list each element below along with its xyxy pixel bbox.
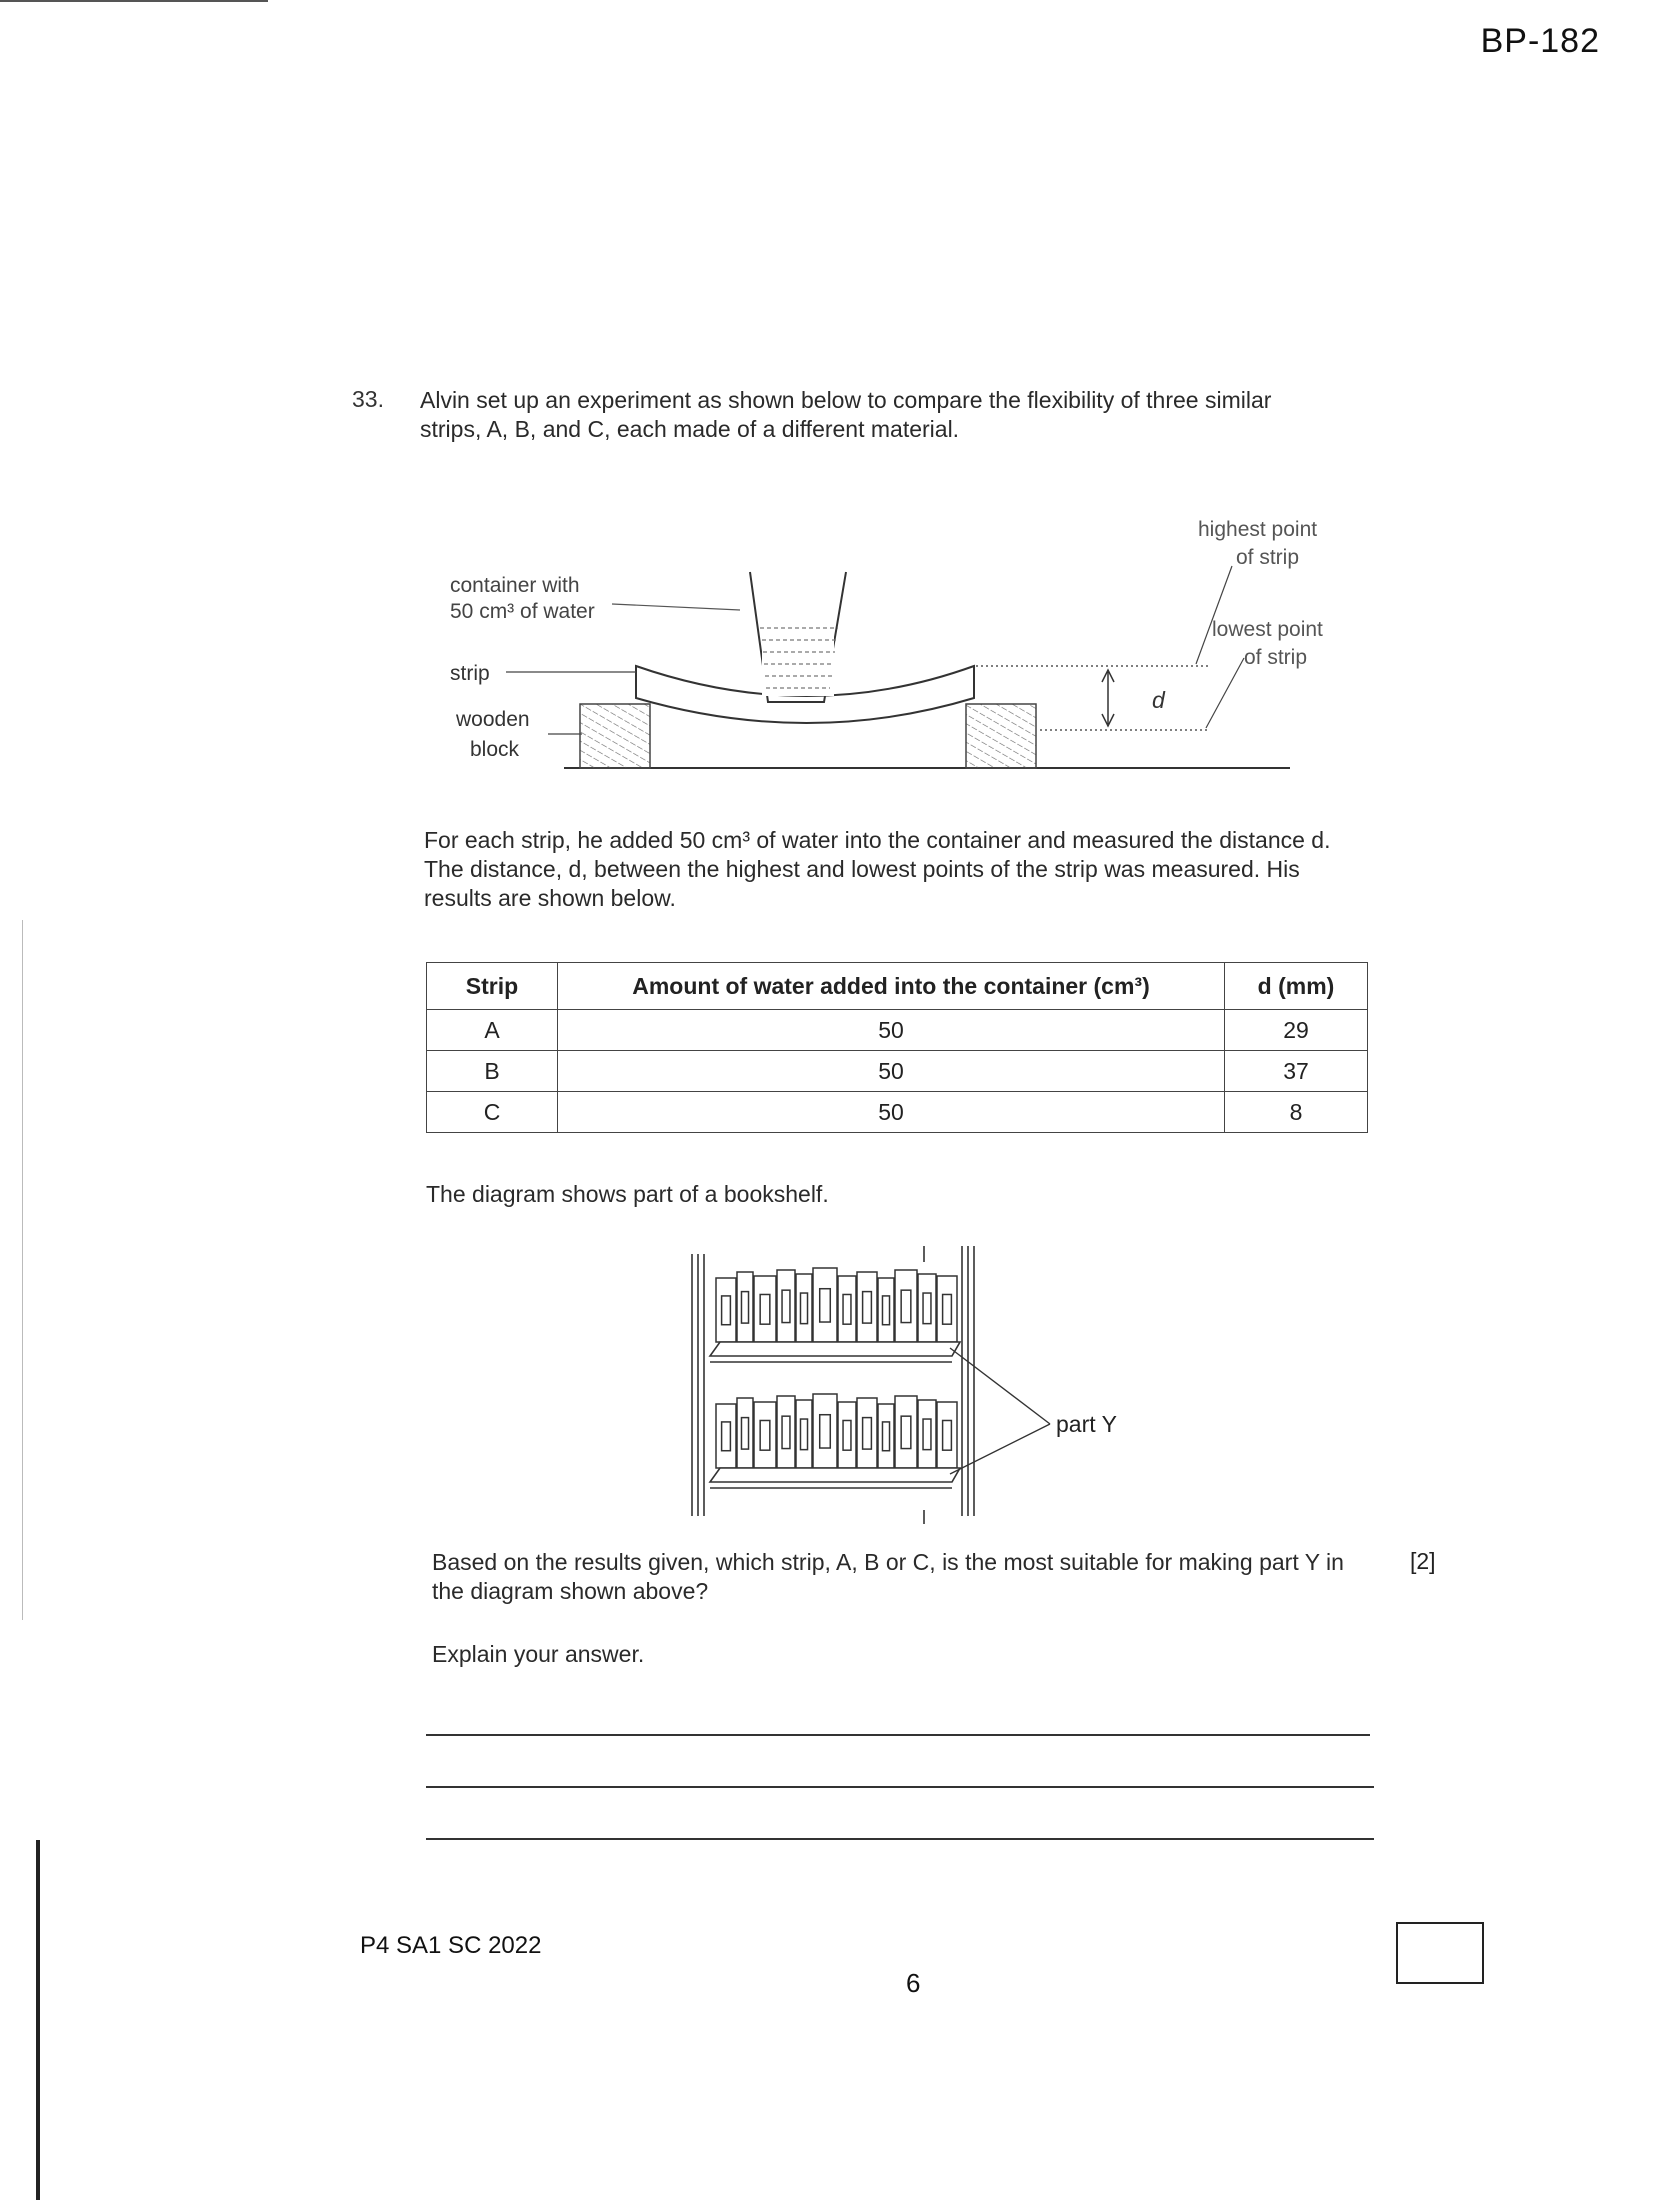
cell-strip: C [427,1092,558,1133]
question-prompt: Based on the results given, which strip, A, B or C, is the most suitable for making part Y in the diagram shown above? [432,1549,1344,1604]
book-label [722,1422,731,1451]
question-number: 33. [352,386,384,412]
marks-allocated: [2] [1410,1548,1436,1574]
table-row [427,1092,1368,1133]
book-label [760,1420,770,1450]
book-label [843,1294,851,1324]
label-distance-d: d [1152,687,1165,713]
book-label [863,1418,872,1450]
book-label [741,1292,748,1324]
wooden-block-left [580,704,650,768]
book-label [843,1420,851,1450]
cell-distance: 8 [1225,1092,1368,1133]
answer-line-3[interactable] [426,1838,1374,1840]
bookshelf-diagram [660,1226,1160,1526]
label-highest-of-strip: of strip [1236,546,1300,569]
label-wooden: wooden [456,708,530,731]
cell-water: 50 [558,1051,1225,1092]
label-highest-point: highest point [1198,518,1318,541]
header-distance: d (mm) [1225,963,1368,1010]
book-label [901,1416,911,1448]
book-label [901,1290,911,1322]
label-block: block [470,738,520,761]
book-label [741,1418,748,1450]
book-label [800,1293,807,1324]
book-label [782,1416,790,1448]
document-code: BP-182 [1480,22,1600,60]
table-header-row [427,963,1368,1010]
cell-strip: B [427,1051,558,1092]
book-label [820,1289,831,1322]
label-container-volume: 50 cm³ of water [450,600,595,623]
books-top-row [716,1268,957,1342]
label-strip: strip [450,662,490,685]
cell-distance: 37 [1225,1051,1368,1092]
method-text: For each strip, he added 50 cm³ of water into the container and measured the distance d. The distance, d, between the highest and lowest points of the strip was measured. His results are shown below. [424,827,1331,911]
table-row [427,1051,1368,1092]
explain-prompt: Explain your answer. [432,1641,645,1667]
wooden-block-right [966,704,1036,768]
footer-code: P4 SA1 SC 2022 [360,1932,542,1959]
book-label [800,1419,807,1450]
cell-strip: A [427,1010,558,1051]
water [762,622,834,696]
results-table [426,962,1368,1133]
shelf-upper [710,1342,960,1356]
label-lowest-point: lowest point [1212,618,1323,641]
books-bottom-row [716,1394,957,1468]
book-label [722,1296,731,1325]
book-label [760,1294,770,1324]
book-label [882,1422,889,1451]
book-label [943,1294,952,1324]
answer-line-2[interactable] [426,1786,1374,1788]
bookshelf-intro: The diagram shows part of a bookshelf. [426,1181,829,1207]
book-label [943,1420,952,1450]
experiment-diagram [0,0,1654,800]
cell-water: 50 [558,1092,1225,1133]
margin-rule [22,920,23,1620]
book-label [923,1293,931,1324]
question-intro: Alvin set up an experiment as shown below to compare the flexibility of three similar strips, A, B, and C, each made of a different material. [420,387,1272,442]
cell-distance: 29 [1225,1010,1368,1051]
shelf-lower [710,1468,960,1482]
header-water-amount: Amount of water added into the container (cm³) [558,963,1225,1010]
book-label [923,1419,931,1450]
book-label [820,1415,831,1448]
label-lowest-of-strip: of strip [1244,646,1308,669]
book-label [863,1292,872,1324]
book-label [782,1290,790,1322]
answer-line-1[interactable] [426,1734,1370,1736]
book-label [882,1296,889,1325]
table-row [427,1010,1368,1051]
page-number: 6 [906,1968,921,1998]
cell-water: 50 [558,1010,1225,1051]
score-box[interactable] [1396,1922,1484,1984]
binding-edge [36,1840,40,2200]
header-strip: Strip [427,963,558,1010]
label-part-y: part Y [1056,1411,1117,1437]
label-container: container with [450,574,580,597]
